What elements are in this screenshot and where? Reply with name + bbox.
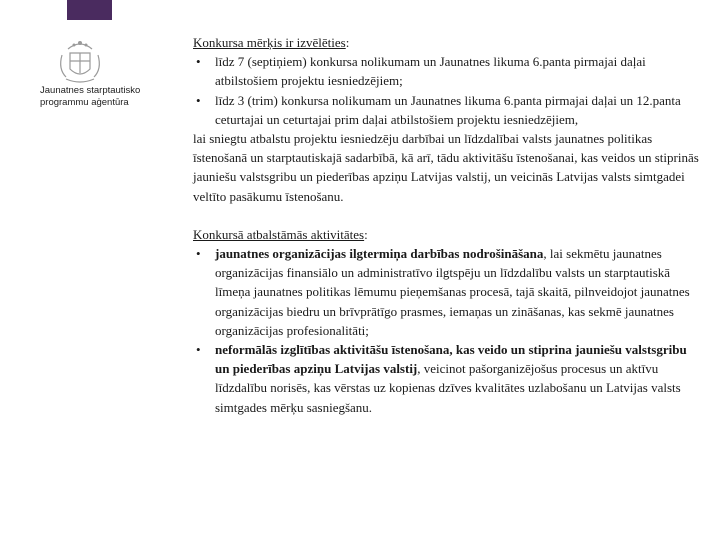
agency-name-line2: programmu aģentūra <box>40 97 129 108</box>
bullet-dot: • <box>196 54 201 70</box>
goal-bullet <box>193 52 703 90</box>
heading-colon: : <box>345 35 350 50</box>
heading-colon: : <box>364 226 368 242</box>
activity-bullet <box>193 244 703 340</box>
brand-accent-bar <box>67 0 112 20</box>
activity-bullet-text: , lai sekmētu jaunatnes organizācijas finansiālo un administratīvo ilgtspēju un līdzdalību valsts un starptautiskā līmeņa jaunatnes politikas lēmumu pieņemšanas procesā, tajā skaitā, pilnveidojot jaunatnes organizācijas biedru un brīvprātīgo prasmes, iemaņas un zināšanas, kas sekmē jaunatnes organizācijas profesionalitāti; <box>215 246 690 338</box>
document-body <box>193 33 703 436</box>
bullet-dot: • <box>196 246 201 262</box>
bullet-dot: • <box>196 342 201 358</box>
agency-name <box>40 85 140 109</box>
goal-paragraph: lai sniegtu atbalstu projektu iesniedzēju darbībai un līdzdalībai valsts jaunatnes politikas īstenošanā un starptautiskajā sadarbībā, kā arī, tādu aktivitāšu īstenošanai, kas veidos un stiprinās jauniešu valstsgribu un piederības apziņu Latvijas valstij, un veicinās Latvijas valsts simtgadei veltīto pasākumu īstenošanu. <box>193 131 699 204</box>
section-goal-heading-text: Konkursa mērķis ir izvēlēties <box>193 35 346 50</box>
activity-bullet-bold: neformālās izglītības aktivitāšu īstenošana, kas veido un stiprina jauniešu valstsgribu un piederības apziņu Latvijas valstij <box>215 342 687 377</box>
section-goal <box>193 33 703 206</box>
goal-bullet-text: līdz 7 (septiņiem) konkursa nolikumam un Jaunatnes likuma 6.panta pirmajai daļai atbilstošiem projektu iesniedzējiem; <box>215 54 646 89</box>
bullet-dot: • <box>196 92 201 108</box>
activity-bullet <box>193 340 703 417</box>
goal-bullet <box>193 91 703 129</box>
activity-bullet-bold: jaunatnes organizācijas ilgtermiņa darbības nodrošināšana <box>215 246 544 262</box>
section-activities <box>193 225 703 417</box>
activity-bullet-text: , veicinot pašorganizējošus procesus un aktīvu līdzdalību norisēs, kas vērstas uz kopienas dzīves kvalitātes uzlabošanu un Latvijas valsts simtgades mērķu sasniegšanu. <box>215 361 681 415</box>
section-goal-heading <box>193 33 703 52</box>
section-activities-heading <box>193 225 703 244</box>
goal-bullet-text: līdz 3 (trim) konkursa nolikumam un Jaunatnes likuma 6.panta pirmajai daļai un 12.panta ceturtajai un ceturtajai prim daļai atbilstošiem projektu iesniedzējiem, <box>215 92 681 127</box>
section-activities-heading-text: Konkursā atbalstāmās aktivitātes <box>193 226 365 242</box>
agency-name-line1: Jaunatnes starptautisko <box>40 85 141 96</box>
